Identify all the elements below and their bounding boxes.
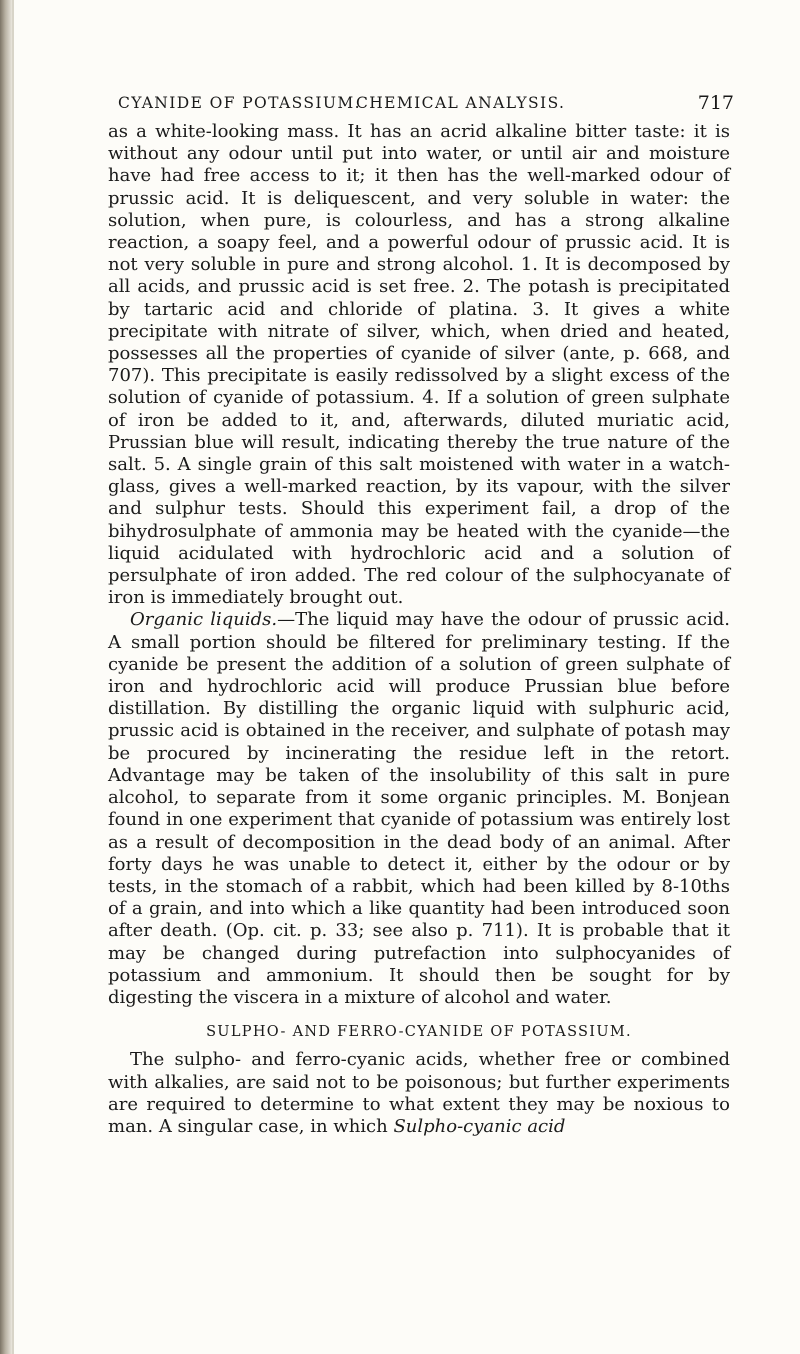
page-edge <box>12 0 14 1354</box>
page-number: 717 <box>697 92 734 114</box>
organic-liquids-lead: Organic liquids. <box>130 609 278 631</box>
running-head-left: CYANIDE OF POTASSIUM. <box>118 94 361 112</box>
paragraph-cyanide-properties: as a white-looking mass. It has an acrid alkaline bitter taste: it is without any odour until put into water, or until air and moisture have had free access to it; it then has the well-marked odour of prussic acid. It is deliquescent, and very soluble in water: the solution, when pure, is colourless, and has a strong alkaline reaction, a soapy feel, and a powerful odour of prussic acid. It is not very soluble in pure and strong alcohol. 1. It is decomposed by all acids, and prussic acid is set free. 2. The potash is precipitated by tartaric acid and chloride of platina. 3. It gives a white precipitate with nitrate of silver, which, when dried and heated, possesses all the properties of cyanide of silver (ante, p. 668, and 707). This precipitate is easily redissolved by a slight excess of the solution of cyanide of potassium. 4. If a solution of green sulphate of iron be added to it, and, afterwards, diluted muriatic acid, Prussian blue will result, indicating thereby the true nature of the salt. 5. A single grain of this salt moistened with water in a watch-glass, gives a well-marked reaction, by its vapour, with the silver and sulphur tests. Should this experiment fail, a drop of the bihydrosulphate of ammonia may be heated with the cyanide—the liquid acidulated with hydrochloric acid and a solution of persulphate of iron added. The red colour of the sulphocyanate of iron is immediately brought out. <box>108 121 730 609</box>
paragraph-sulpho-ferro <box>108 1049 730 1138</box>
page-body <box>108 121 730 1138</box>
sulpho-ferro-text: The sulpho- and ferro-cyanic acids, whether free or combined with alkalies, are said not to be poisonous; but further experiments are required to determine to what extent they may be noxious to man. A singular case, in which <box>108 1049 730 1137</box>
running-head <box>118 92 734 116</box>
paragraph-organic-liquids <box>108 609 730 1009</box>
book-spine-shadow <box>0 0 12 1354</box>
organic-liquids-text: —The liquid may have the odour of prussic acid. A small portion should be filtered for preliminary testing. If the cyanide be present the addition of a solution of green sulphate of iron and hydrochloric acid will produce Prussian blue before distillation. By distilling the organic liquid with sulphuric acid, prussic acid is obtained in the receiver, and sulphate of potash may be procured by incinerating the residue left in the retort. Advantage may be taken of the insolubility of this salt in pure alcohol, to separate from it some organic principles. M. Bonjean found in one experiment that cyanide of potassium was entirely lost as a result of decomposition in the dead body of an animal. After forty days he was unable to detect it, either by the odour or by tests, in the stomach of a rabbit, which had been killed by 8-10ths of a grain, and into which a like quantity had been introduced soon after death. (Op. cit. p. 33; see also p. 711). It is probable that it may be changed during putrefaction into sulphocyanides of potassium and ammonium. It should then be sought for by digesting the viscera in a mixture of alcohol and water. <box>108 609 730 1008</box>
sulpho-cyanic-acid-term: Sulpho-cyanic acid <box>393 1115 566 1137</box>
running-head-center: CHEMICAL ANALYSIS. <box>356 94 566 112</box>
section-heading: SULPHO- AND FERRO-CYANIDE OF POTASSIUM. <box>206 1024 632 1041</box>
